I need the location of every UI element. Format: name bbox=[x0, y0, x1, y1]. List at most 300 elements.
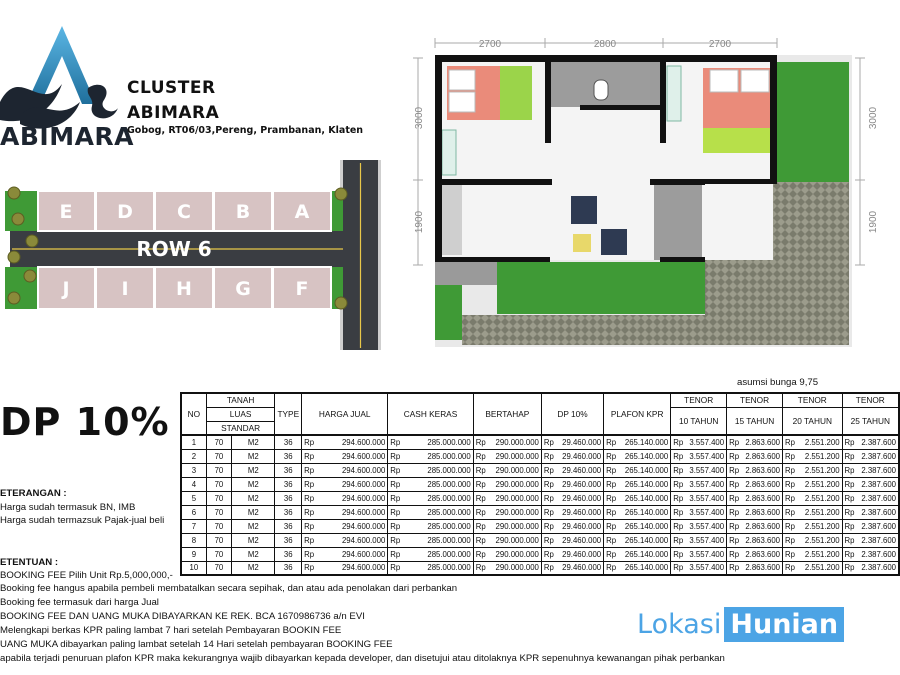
cell-t10 bbox=[671, 463, 727, 477]
dim-left-2: 1900 bbox=[414, 210, 425, 234]
amount: 3.557.400 bbox=[689, 493, 725, 503]
cell-luas: 70 bbox=[206, 491, 231, 505]
cell-bertahap bbox=[473, 477, 541, 491]
amount: 2.387.600 bbox=[861, 479, 896, 489]
amount: 2.863.600 bbox=[745, 451, 780, 461]
currency-label: Rp bbox=[390, 549, 401, 559]
site-plan bbox=[0, 158, 385, 353]
currency-label: Rp bbox=[390, 465, 401, 475]
cell-luas: 70 bbox=[206, 463, 231, 477]
currency-label: Rp bbox=[543, 465, 554, 475]
amount: 2.863.600 bbox=[745, 521, 780, 531]
ketentuan-item: apabila terjadi penuruan plafon KPR maka kekurangnya wajib dibayarkan kepada developer, dan disetujui atau ditolaknya KPR sepenuhnya kewanangan pihak perbankan bbox=[0, 653, 725, 664]
cell-t20 bbox=[783, 547, 843, 561]
amount: 2.551.200 bbox=[804, 535, 840, 545]
ketentuan-heading: ETENTUAN : bbox=[0, 557, 59, 568]
amount: 290.000.000 bbox=[495, 507, 539, 517]
cell-cash-keras bbox=[388, 449, 473, 463]
currency-label: Rp bbox=[606, 451, 617, 461]
amount: 265.140.000 bbox=[624, 465, 669, 475]
amount: 294.600.000 bbox=[341, 507, 386, 517]
currency-label: Rp bbox=[606, 521, 617, 531]
amount: 3.557.400 bbox=[689, 451, 725, 461]
cell-plafon bbox=[604, 561, 671, 575]
amount: 265.140.000 bbox=[624, 479, 669, 489]
cell-dp bbox=[541, 491, 603, 505]
amount: 290.000.000 bbox=[495, 465, 539, 475]
currency-label: Rp bbox=[785, 549, 795, 559]
amount: 2.387.600 bbox=[861, 465, 896, 475]
cell-plafon bbox=[604, 449, 671, 463]
cell-luas: 70 bbox=[206, 449, 231, 463]
amount: 3.557.400 bbox=[689, 521, 725, 531]
currency-label: Rp bbox=[606, 465, 617, 475]
cell-cash-keras bbox=[388, 505, 473, 519]
cluster-title-line1: CLUSTER bbox=[127, 78, 216, 98]
ketentuan-item: Booking fee termasuk dari harga Jual bbox=[0, 597, 159, 608]
table-body bbox=[181, 435, 899, 575]
currency-label: Rp bbox=[475, 437, 486, 447]
currency-label: Rp bbox=[543, 479, 554, 489]
amount: 265.140.000 bbox=[624, 451, 669, 461]
col-tenor-25: 25 TAHUN bbox=[842, 407, 899, 435]
cell-harga-jual bbox=[302, 505, 388, 519]
cell-cash-keras bbox=[388, 561, 473, 575]
currency-label: Rp bbox=[844, 521, 855, 531]
amount: 290.000.000 bbox=[495, 437, 539, 447]
cell-harga-jual bbox=[302, 435, 388, 449]
currency-label: Rp bbox=[844, 437, 855, 447]
cell-harga-jual bbox=[302, 449, 388, 463]
amount: 290.000.000 bbox=[495, 549, 539, 559]
currency-label: Rp bbox=[543, 437, 554, 447]
cell-no: 1 bbox=[181, 435, 206, 449]
amount: 285.000.000 bbox=[427, 465, 471, 475]
logo-wordmark: ABIMARA bbox=[0, 122, 135, 151]
amount: 3.557.400 bbox=[689, 479, 725, 489]
currency-label: Rp bbox=[304, 549, 315, 559]
amount: 285.000.000 bbox=[427, 479, 471, 489]
cell-t25 bbox=[842, 561, 899, 575]
amount: 285.000.000 bbox=[427, 563, 471, 573]
lot-label-d: D bbox=[117, 201, 133, 223]
currency-label: Rp bbox=[785, 437, 795, 447]
currency-label: Rp bbox=[304, 521, 315, 531]
top-lots bbox=[38, 191, 331, 231]
currency-label: Rp bbox=[543, 563, 554, 573]
amount: 2.863.600 bbox=[745, 437, 780, 447]
amount: 294.600.000 bbox=[341, 563, 386, 573]
cell-t10 bbox=[671, 477, 727, 491]
amount: 2.551.200 bbox=[804, 465, 840, 475]
cell-harga-jual bbox=[302, 561, 388, 575]
currency-label: Rp bbox=[729, 451, 740, 461]
dim-top-1: 2700 bbox=[478, 39, 502, 50]
currency-label: Rp bbox=[475, 507, 486, 517]
amount: 294.600.000 bbox=[341, 535, 386, 545]
cell-cash-keras bbox=[388, 491, 473, 505]
cell-harga-jual bbox=[302, 463, 388, 477]
ketentuan-item: Melengkapi berkas KPR paling lambat 7 hari setelah Pembayaran BOOKIN FEE bbox=[0, 625, 342, 636]
cell-cash-keras bbox=[388, 435, 473, 449]
currency-label: Rp bbox=[390, 437, 401, 447]
lot-label-j: J bbox=[62, 278, 70, 300]
lokasihunian-watermark bbox=[637, 607, 844, 642]
amount: 2.387.600 bbox=[861, 437, 896, 447]
col-plafon: PLAFON KPR bbox=[604, 393, 671, 435]
currency-label: Rp bbox=[844, 465, 855, 475]
currency-label: Rp bbox=[673, 437, 684, 447]
cell-dp bbox=[541, 435, 603, 449]
amount: 2.863.600 bbox=[745, 549, 780, 559]
cell-luas: 70 bbox=[206, 533, 231, 547]
cell-type: 36 bbox=[275, 547, 302, 561]
amount: 2.387.600 bbox=[861, 521, 896, 531]
cell-dp bbox=[541, 463, 603, 477]
amount: 285.000.000 bbox=[427, 437, 471, 447]
amount: 285.000.000 bbox=[427, 549, 471, 559]
lot-label-e: E bbox=[59, 201, 73, 223]
cell-type: 36 bbox=[275, 561, 302, 575]
col-tenor-2: TENOR bbox=[727, 393, 783, 407]
cell-unit: M2 bbox=[232, 435, 275, 449]
watermark-lokasi: Lokasi bbox=[637, 609, 722, 640]
cell-plafon bbox=[604, 463, 671, 477]
amount: 29.460.000 bbox=[562, 521, 602, 531]
keterangan-heading: ETERANGAN : bbox=[0, 488, 67, 499]
cell-bertahap bbox=[473, 561, 541, 575]
currency-label: Rp bbox=[729, 549, 740, 559]
cell-t25 bbox=[842, 547, 899, 561]
lot-label-a: A bbox=[294, 201, 310, 223]
cell-no: 7 bbox=[181, 519, 206, 533]
amount: 290.000.000 bbox=[495, 493, 539, 503]
cell-dp bbox=[541, 547, 603, 561]
cell-bertahap bbox=[473, 505, 541, 519]
currency-label: Rp bbox=[673, 549, 684, 559]
cell-t25 bbox=[842, 519, 899, 533]
amount: 2.551.200 bbox=[804, 437, 840, 447]
currency-label: Rp bbox=[543, 535, 554, 545]
currency-label: Rp bbox=[673, 493, 684, 503]
cell-t25 bbox=[842, 505, 899, 519]
amount: 265.140.000 bbox=[624, 535, 669, 545]
cell-t20 bbox=[783, 491, 843, 505]
cell-t25 bbox=[842, 449, 899, 463]
cell-type: 36 bbox=[275, 505, 302, 519]
amount: 2.387.600 bbox=[861, 535, 896, 545]
currency-label: Rp bbox=[304, 465, 315, 475]
dim-left-1: 3000 bbox=[414, 106, 425, 130]
cell-bertahap bbox=[473, 519, 541, 533]
amount: 2.551.200 bbox=[804, 479, 840, 489]
amount: 290.000.000 bbox=[495, 521, 539, 531]
col-bertahap: BERTAHAP bbox=[473, 393, 541, 435]
amount: 2.863.600 bbox=[745, 563, 780, 573]
cell-no: 8 bbox=[181, 533, 206, 547]
cell-t15 bbox=[727, 519, 783, 533]
cell-luas: 70 bbox=[206, 505, 231, 519]
currency-label: Rp bbox=[673, 451, 684, 461]
amount: 2.551.200 bbox=[804, 563, 840, 573]
table-row bbox=[181, 491, 899, 505]
amount: 265.140.000 bbox=[624, 507, 669, 517]
col-tenor-20: 20 TAHUN bbox=[783, 407, 843, 435]
cell-no: 4 bbox=[181, 477, 206, 491]
cell-t20 bbox=[783, 561, 843, 575]
amount: 290.000.000 bbox=[495, 535, 539, 545]
cell-t10 bbox=[671, 547, 727, 561]
cell-unit: M2 bbox=[232, 561, 275, 575]
currency-label: Rp bbox=[844, 451, 855, 461]
amount: 2.551.200 bbox=[804, 507, 840, 517]
currency-label: Rp bbox=[304, 451, 315, 461]
cell-t15 bbox=[727, 561, 783, 575]
amount: 2.551.200 bbox=[804, 549, 840, 559]
col-luas: LUAS bbox=[206, 407, 275, 421]
cell-luas: 70 bbox=[206, 477, 231, 491]
amount: 290.000.000 bbox=[495, 563, 539, 573]
amount: 2.863.600 bbox=[745, 535, 780, 545]
dim-right-1: 3000 bbox=[868, 106, 879, 130]
amount: 29.460.000 bbox=[562, 437, 602, 447]
currency-label: Rp bbox=[844, 535, 855, 545]
amount: 290.000.000 bbox=[495, 479, 539, 489]
cell-t25 bbox=[842, 491, 899, 505]
cell-t15 bbox=[727, 547, 783, 561]
dim-top-3: 2700 bbox=[708, 39, 732, 50]
amount: 2.551.200 bbox=[804, 451, 840, 461]
amount: 3.557.400 bbox=[689, 549, 725, 559]
cell-dp bbox=[541, 449, 603, 463]
currency-label: Rp bbox=[390, 479, 401, 489]
table-row bbox=[181, 547, 899, 561]
cell-dp bbox=[541, 533, 603, 547]
currency-label: Rp bbox=[390, 451, 401, 461]
col-harga-jual: HARGA JUAL bbox=[302, 393, 388, 435]
floor-plan bbox=[405, 30, 879, 355]
cell-t25 bbox=[842, 533, 899, 547]
amount: 294.600.000 bbox=[341, 521, 386, 531]
amount: 3.557.400 bbox=[689, 465, 725, 475]
currency-label: Rp bbox=[390, 563, 401, 573]
amount: 294.600.000 bbox=[341, 479, 386, 489]
currency-label: Rp bbox=[785, 521, 795, 531]
currency-label: Rp bbox=[729, 563, 740, 573]
cell-harga-jual bbox=[302, 491, 388, 505]
dim-top-2: 2800 bbox=[593, 39, 617, 50]
amount: 2.387.600 bbox=[861, 493, 896, 503]
amount: 2.387.600 bbox=[861, 507, 896, 517]
cell-unit: M2 bbox=[232, 533, 275, 547]
cell-t15 bbox=[727, 491, 783, 505]
cell-unit: M2 bbox=[232, 491, 275, 505]
amount: 294.600.000 bbox=[341, 493, 386, 503]
amount: 294.600.000 bbox=[341, 465, 386, 475]
currency-label: Rp bbox=[390, 535, 401, 545]
garden-right bbox=[777, 62, 849, 184]
lot-label-c: C bbox=[177, 201, 191, 223]
amount: 29.460.000 bbox=[562, 479, 602, 489]
price-table bbox=[180, 392, 900, 576]
amount: 29.460.000 bbox=[562, 549, 602, 559]
col-cash-keras: CASH KERAS bbox=[388, 393, 473, 435]
cell-dp bbox=[541, 505, 603, 519]
cell-harga-jual bbox=[302, 533, 388, 547]
table-row bbox=[181, 449, 899, 463]
cell-bertahap bbox=[473, 435, 541, 449]
cell-bertahap bbox=[473, 533, 541, 547]
amount: 294.600.000 bbox=[341, 437, 386, 447]
cell-t10 bbox=[671, 533, 727, 547]
cell-unit: M2 bbox=[232, 519, 275, 533]
currency-label: Rp bbox=[304, 493, 315, 503]
currency-label: Rp bbox=[785, 451, 795, 461]
currency-label: Rp bbox=[304, 479, 315, 489]
cell-type: 36 bbox=[275, 463, 302, 477]
lot-label-h: H bbox=[176, 278, 192, 300]
cell-cash-keras bbox=[388, 533, 473, 547]
cell-t25 bbox=[842, 435, 899, 449]
col-tenor-4: TENOR bbox=[842, 393, 899, 407]
amount: 285.000.000 bbox=[427, 451, 471, 461]
amount: 265.140.000 bbox=[624, 549, 669, 559]
cell-cash-keras bbox=[388, 519, 473, 533]
dim-right-2: 1900 bbox=[868, 210, 879, 234]
amount: 285.000.000 bbox=[427, 493, 471, 503]
cell-t10 bbox=[671, 435, 727, 449]
amount: 285.000.000 bbox=[427, 521, 471, 531]
table-row bbox=[181, 505, 899, 519]
amount: 29.460.000 bbox=[562, 507, 602, 517]
amount: 2.863.600 bbox=[745, 507, 780, 517]
currency-label: Rp bbox=[606, 535, 617, 545]
currency-label: Rp bbox=[475, 479, 486, 489]
amount: 3.557.400 bbox=[689, 563, 725, 573]
ketentuan-item: BOOKING FEE Pilih Unit Rp.5,000,000,- bbox=[0, 570, 173, 581]
cell-t10 bbox=[671, 449, 727, 463]
cell-cash-keras bbox=[388, 547, 473, 561]
amount: 2.863.600 bbox=[745, 479, 780, 489]
cell-luas: 70 bbox=[206, 519, 231, 533]
amount: 294.600.000 bbox=[341, 451, 386, 461]
cell-t20 bbox=[783, 519, 843, 533]
cell-luas: 70 bbox=[206, 435, 231, 449]
cell-no: 9 bbox=[181, 547, 206, 561]
amount: 285.000.000 bbox=[427, 507, 471, 517]
amount: 29.460.000 bbox=[562, 563, 602, 573]
currency-label: Rp bbox=[543, 493, 554, 503]
col-tenor-1: TENOR bbox=[671, 393, 727, 407]
currency-label: Rp bbox=[844, 563, 855, 573]
currency-label: Rp bbox=[729, 521, 740, 531]
currency-label: Rp bbox=[844, 549, 855, 559]
currency-label: Rp bbox=[606, 563, 617, 573]
table-row bbox=[181, 561, 899, 575]
cell-type: 36 bbox=[275, 491, 302, 505]
currency-label: Rp bbox=[475, 535, 486, 545]
cell-cash-keras bbox=[388, 477, 473, 491]
amount: 2.551.200 bbox=[804, 493, 840, 503]
table-row bbox=[181, 463, 899, 477]
cell-harga-jual bbox=[302, 477, 388, 491]
amount: 265.140.000 bbox=[624, 563, 669, 573]
ketentuan-item: UANG MUKA dibayarkan paling lambat setelah 14 Hari setelah pembayaran BOOKING FEE bbox=[0, 639, 393, 650]
keterangan-item: Harga sudah termasuk BN, IMB bbox=[0, 502, 136, 513]
table-row bbox=[181, 435, 899, 449]
address: Gobog, RT06/03,Pereng, Prambanan, Klaten bbox=[127, 125, 364, 136]
cell-unit: M2 bbox=[232, 463, 275, 477]
cell-plafon bbox=[604, 477, 671, 491]
amount: 2.387.600 bbox=[861, 549, 896, 559]
currency-label: Rp bbox=[729, 479, 740, 489]
currency-label: Rp bbox=[785, 479, 795, 489]
cell-t20 bbox=[783, 449, 843, 463]
cell-dp bbox=[541, 561, 603, 575]
currency-label: Rp bbox=[606, 437, 617, 447]
cell-t15 bbox=[727, 477, 783, 491]
currency-label: Rp bbox=[673, 507, 684, 517]
cell-t20 bbox=[783, 533, 843, 547]
currency-label: Rp bbox=[844, 479, 855, 489]
amount: 2.387.600 bbox=[861, 451, 896, 461]
currency-label: Rp bbox=[673, 521, 684, 531]
watermark-hunian: Hunian bbox=[724, 607, 844, 642]
cell-type: 36 bbox=[275, 519, 302, 533]
cell-bertahap bbox=[473, 547, 541, 561]
cell-t15 bbox=[727, 463, 783, 477]
col-no: NO bbox=[181, 393, 206, 435]
col-dp: DP 10% bbox=[541, 393, 603, 435]
cell-unit: M2 bbox=[232, 477, 275, 491]
cell-t10 bbox=[671, 519, 727, 533]
cell-harga-jual bbox=[302, 547, 388, 561]
cell-no: 10 bbox=[181, 561, 206, 575]
amount: 29.460.000 bbox=[562, 465, 602, 475]
amount: 2.551.200 bbox=[804, 521, 840, 531]
amount: 265.140.000 bbox=[624, 521, 669, 531]
lot-label-f: F bbox=[295, 278, 309, 300]
currency-label: Rp bbox=[475, 549, 486, 559]
currency-label: Rp bbox=[844, 493, 855, 503]
cell-bertahap bbox=[473, 491, 541, 505]
currency-label: Rp bbox=[606, 507, 617, 517]
currency-label: Rp bbox=[543, 521, 554, 531]
col-tenor-15: 15 TAHUN bbox=[727, 407, 783, 435]
cell-t20 bbox=[783, 477, 843, 491]
col-tenor-10: 10 TAHUN bbox=[671, 407, 727, 435]
cell-t10 bbox=[671, 505, 727, 519]
cell-bertahap bbox=[473, 449, 541, 463]
cluster-title bbox=[127, 76, 219, 126]
cell-type: 36 bbox=[275, 477, 302, 491]
currency-label: Rp bbox=[543, 549, 554, 559]
amount: 29.460.000 bbox=[562, 493, 602, 503]
cell-unit: M2 bbox=[232, 547, 275, 561]
garden-front bbox=[497, 262, 705, 314]
currency-label: Rp bbox=[304, 535, 315, 545]
currency-label: Rp bbox=[543, 507, 554, 517]
cell-plafon bbox=[604, 491, 671, 505]
cell-t25 bbox=[842, 463, 899, 477]
lot-label-g: G bbox=[235, 278, 251, 300]
cell-type: 36 bbox=[275, 533, 302, 547]
cell-t15 bbox=[727, 533, 783, 547]
table-row bbox=[181, 533, 899, 547]
currency-label: Rp bbox=[673, 535, 684, 545]
currency-label: Rp bbox=[543, 451, 554, 461]
cell-t20 bbox=[783, 505, 843, 519]
